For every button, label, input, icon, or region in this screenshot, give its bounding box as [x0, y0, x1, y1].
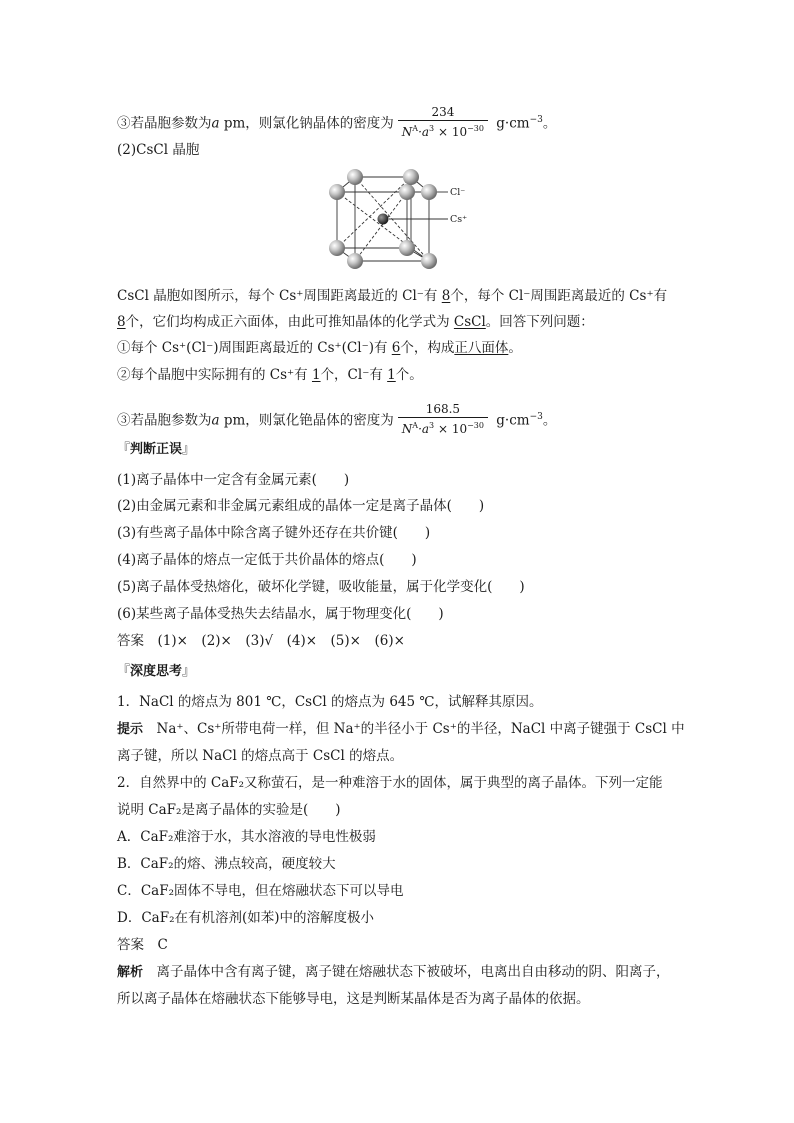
cs-label: Cs⁺ — [450, 214, 468, 225]
section-tag-judge: 『判断正误』 — [117, 442, 196, 457]
cl-ion — [329, 240, 345, 256]
cl-ion — [421, 184, 437, 200]
cl-ion — [399, 184, 415, 200]
cscl-description-line2: 8个，它们均构成正六面体，由此可推知晶体的化学式为 CsCl。回答下列问题： — [117, 314, 594, 330]
cl-ion — [399, 240, 415, 256]
judge-item: (4)离子晶体的熔点一定低于共价晶体的熔点( ) — [117, 552, 417, 568]
cscl-unit-cell-diagram — [322, 166, 482, 278]
cscl-question1: ①每个 Cs⁺(Cl⁻)周围距离最近的 Cs⁺(Cl⁻)有 6个，构成正八面体。 — [117, 340, 522, 356]
analysis-line2: 所以离子晶体在熔融状态下能够导电，这是判断某晶体是否为离子晶体的依据。 — [117, 991, 590, 1007]
hint-line1: 提示 Na⁺、Cs⁺所带电荷一样，但 Na⁺的半径小于 Cs⁺的半径，NaCl 中离子键强于 CsCl 中 — [117, 721, 685, 737]
cs-ion — [378, 214, 389, 225]
option-b: B．CaF₂的熔、沸点较高，硬度较大 — [117, 856, 336, 872]
cl-ion — [421, 253, 437, 269]
option-a: A．CaF₂难溶于水，其水溶液的导电性极弱 — [117, 829, 376, 845]
nacl-density-line: ③若晶胞参数为a pm，则氯化钠晶体的密度为 $\frac{234}{N^A\cdot a^3 \times 10^{-30}}$ $g\cdot cm^{-3}$。 — [117, 105, 557, 139]
judge-item: (5)离子晶体受热熔化，破坏化学键，吸收能量，属于化学变化( ) — [117, 579, 525, 595]
think-question2-line2: 说明 CaF₂是离子晶体的实验是( ) — [117, 802, 341, 818]
cl-ion — [329, 184, 345, 200]
section-tag-think: 『深度思考』 — [117, 664, 196, 679]
cl-label: Cl⁻ — [450, 187, 466, 198]
option-d: D．CaF₂在有机溶剂(如苯)中的溶解度极小 — [117, 910, 375, 926]
think-question2-line1: 2．自然界中的 CaF₂又称萤石，是一种难溶于水的固体，属于典型的离子晶体。下列一定能 — [117, 775, 663, 791]
cscl-density-fraction: $\frac{168.5}{N^A\cdot a^3 \times 10^{-30}}$ — [398, 401, 488, 437]
judge-item: (6)某些离子晶体受热失去结晶水，属于物理变化( ) — [117, 606, 444, 622]
cl-ion — [347, 169, 363, 185]
cscl-density-line: ③若晶胞参数为a pm，则氯化铯晶体的密度为 $\frac{168.5}{N^A\cdot a^3 \times 10^{-30}}$ $g\cdot cm^{-3}$。 — [117, 402, 557, 436]
cl-ion — [347, 253, 363, 269]
option-c: C．CaF₂固体不导电，但在熔融状态下可以导电 — [117, 883, 404, 899]
cscl-description-line1: CsCl 晶胞如图所示，每个 Cs⁺周围距离最近的 Cl⁻有 8个，每个 Cl⁻周围距离最近的 Cs⁺有 — [117, 288, 668, 304]
think-question1: 1．NaCl 的熔点为 801 ℃，CsCl 的熔点为 645 ℃，试解释其原因。 — [117, 694, 543, 710]
judge-answer: 答案 (1)× (2)× (3)√ (4)× (5)× (6)× — [117, 633, 405, 649]
nacl-density-fraction: $\frac{234}{N^A\cdot a^3 \times 10^{-30}}$ — [398, 104, 488, 140]
cl-ion — [403, 169, 419, 185]
judge-item: (2)由金属元素和非金属元素组成的晶体一定是离子晶体( ) — [117, 498, 485, 514]
judge-item: (3)有些离子晶体中除含离子键外还存在共价键( ) — [117, 525, 431, 541]
cscl-question2: ②每个晶胞中实际拥有的 Cs⁺有 1个，Cl⁻有 1个。 — [117, 367, 423, 383]
hint-line2: 离子键，所以 NaCl 的熔点高于 CsCl 的熔点。 — [117, 748, 404, 764]
analysis-line1: 解析 离子晶体中含有离子键，离子键在熔融状态下被破坏，电离出自由移动的阴、阳离子， — [117, 964, 670, 980]
question2-answer: 答案 C — [117, 937, 168, 953]
judge-item: (1)离子晶体中一定含有金属元素( ) — [117, 472, 350, 488]
section-heading-cscl: (2)CsCl 晶胞 — [117, 142, 200, 158]
